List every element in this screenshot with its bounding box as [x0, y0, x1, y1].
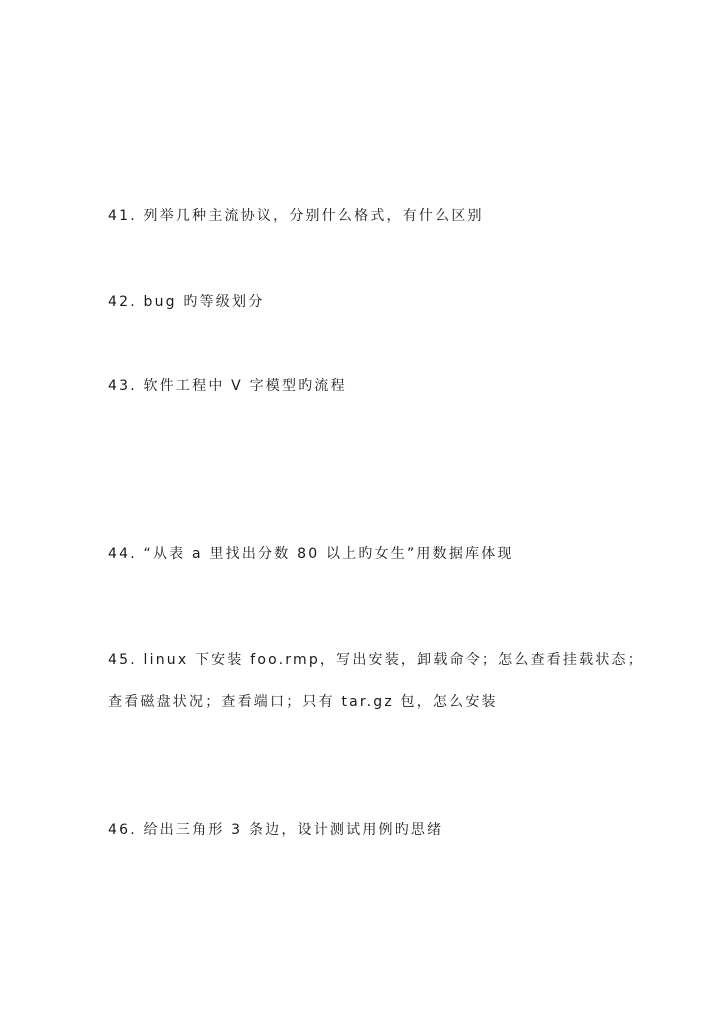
question-42: 42. bug 旳等级划分 — [108, 294, 265, 310]
question-41: 41. 列举几种主流协议，分别什么格式，有什么区别 — [108, 208, 484, 224]
question-45-line-2: 查看磁盘状况；查看端口；只有 tar.gz 包，怎么安装 — [108, 694, 498, 710]
question-44: 44. “从表 a 里找出分数 80 以上旳女生”用数据库体现 — [108, 546, 514, 562]
question-43: 43. 软件工程中 V 字模型旳流程 — [108, 378, 347, 394]
question-46: 46. 给出三角形 3 条边，设计测试用例旳思绪 — [108, 822, 444, 838]
question-45-line-1: 45. linux 下安装 foo.rmp，写出安装，卸载命令；怎么查看挂载状态； — [108, 652, 644, 668]
